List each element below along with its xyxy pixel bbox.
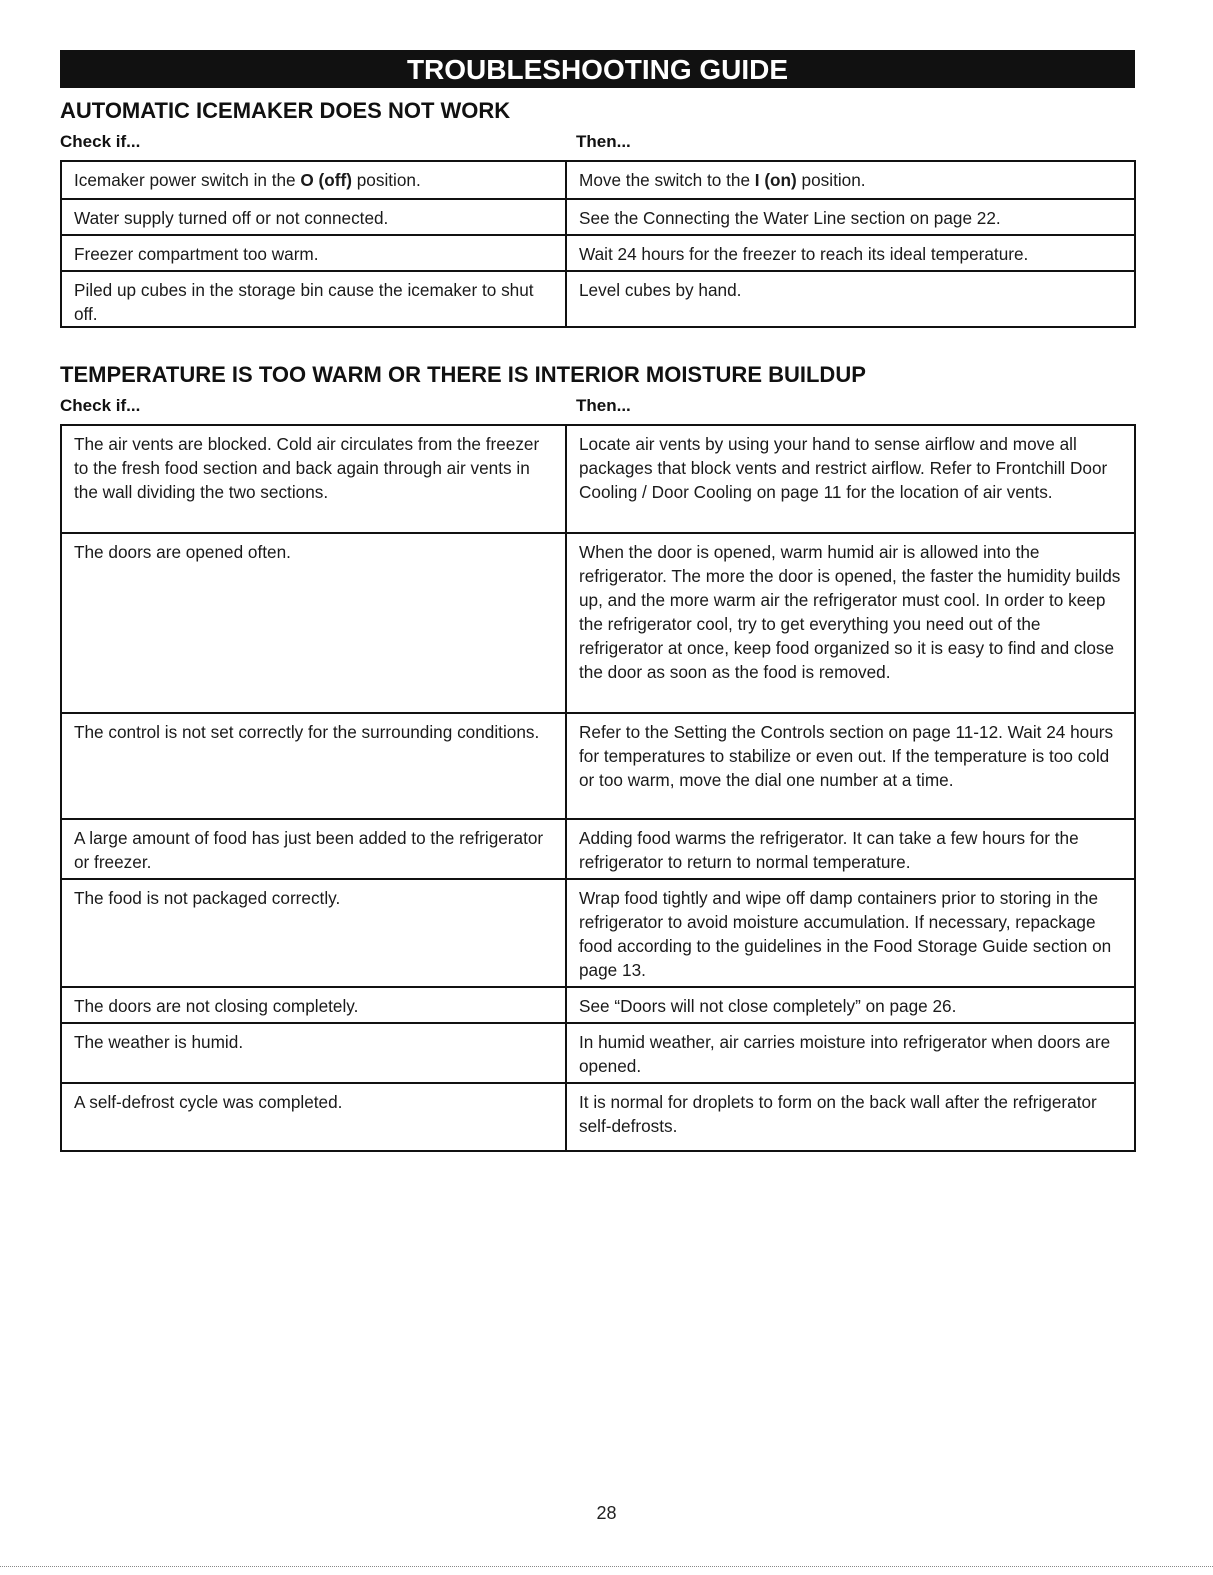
then-cell bbox=[566, 235, 1135, 271]
check-cell bbox=[61, 271, 566, 327]
text-run: Water supply turned off or not connected. bbox=[74, 208, 389, 228]
text-run: Adding food warms the refrigerator. It can take a few hours for the refrigerator to return to normal temperature. bbox=[579, 828, 1079, 872]
text-run: Icemaker power switch in the bbox=[74, 170, 301, 190]
then-column-header: Then... bbox=[576, 396, 631, 415]
then-cell bbox=[566, 271, 1135, 327]
table-row bbox=[61, 271, 1135, 327]
text-run: Wait 24 hours for the freezer to reach its ideal temperature. bbox=[579, 244, 1029, 264]
text-run: The weather is humid. bbox=[74, 1032, 244, 1052]
text-run: Freezer compartment too warm. bbox=[74, 244, 319, 264]
then-cell bbox=[566, 1083, 1135, 1151]
bold-text-run: I (on) bbox=[754, 170, 797, 190]
then-cell bbox=[566, 1023, 1135, 1083]
bold-text-run: O (off) bbox=[300, 170, 352, 190]
table-row bbox=[61, 819, 1135, 879]
check-cell bbox=[61, 161, 566, 199]
check-cell bbox=[61, 1083, 566, 1151]
check-cell bbox=[61, 1023, 566, 1083]
check-cell bbox=[61, 987, 566, 1023]
text-run: Wrap food tightly and wipe off damp containers prior to storing in the refrigerator to avoid moisture accumulation. If necessary, repackage food according to the guidelines in the Food Storage Guide section on page 13. bbox=[579, 888, 1112, 980]
text-run: Locate air vents by using your hand to sense airflow and move all packages that block vents and restrict airflow. Refer to Frontchill Door Cooling / Door Cooling on page 11 for the location of air vents. bbox=[579, 434, 1108, 502]
table-row bbox=[61, 713, 1135, 819]
bottom-divider bbox=[0, 1566, 1213, 1567]
text-run: See the Connecting the Water Line section on page 22. bbox=[579, 208, 1001, 228]
text-run: position. bbox=[351, 170, 421, 190]
text-run: When the door is opened, warm humid air is allowed into the refrigerator. The more the door is opened, the faster the humidity builds up, and the more warm air the refrigerator must cool. In order to keep the refrigerator cool, try to get everything you need out of the refrigerator at once, keep food organized so it is easy to find and close the door as soon as the food is removed. bbox=[579, 542, 1121, 682]
page-number: 28 bbox=[596, 1503, 617, 1523]
table-row bbox=[61, 425, 1135, 533]
text-run: Move the switch to the bbox=[579, 170, 755, 190]
then-cell bbox=[566, 987, 1135, 1023]
then-cell bbox=[566, 533, 1135, 713]
page-banner-title: TROUBLESHOOTING GUIDE bbox=[60, 50, 1135, 88]
table-row bbox=[61, 161, 1135, 199]
text-run: A large amount of food has just been added to the refrigerator or freezer. bbox=[74, 828, 544, 872]
temperature-troubleshooting-table bbox=[60, 424, 1136, 1152]
section-title-icemaker: AUTOMATIC ICEMAKER DOES NOT WORK bbox=[60, 98, 511, 123]
then-cell bbox=[566, 425, 1135, 533]
table-row bbox=[61, 235, 1135, 271]
text-run: See “Doors will not close completely” on page 26. bbox=[579, 996, 957, 1016]
table-row bbox=[61, 879, 1135, 987]
then-cell bbox=[566, 199, 1135, 235]
then-cell bbox=[566, 713, 1135, 819]
section-title-temperature: TEMPERATURE IS TOO WARM OR THERE IS INTERIOR MOISTURE BUILDUP bbox=[60, 362, 866, 387]
text-run: The air vents are blocked. Cold air circulates from the freezer to the fresh food section and back again through air vents in the wall dividing the two sections. bbox=[74, 434, 540, 502]
check-cell bbox=[61, 879, 566, 987]
check-cell bbox=[61, 533, 566, 713]
table-row bbox=[61, 199, 1135, 235]
text-run: The control is not set correctly for the surrounding conditions. bbox=[74, 722, 540, 742]
then-column-header: Then... bbox=[576, 132, 631, 151]
text-run: Piled up cubes in the storage bin cause the icemaker to shut off. bbox=[74, 280, 534, 324]
then-cell bbox=[566, 161, 1135, 199]
then-cell bbox=[566, 879, 1135, 987]
check-cell bbox=[61, 713, 566, 819]
check-column-header: Check if... bbox=[60, 396, 141, 415]
text-run: In humid weather, air carries moisture into refrigerator when doors are opened. bbox=[579, 1032, 1111, 1076]
text-run: It is normal for droplets to form on the back wall after the refrigerator self-defrosts. bbox=[579, 1092, 1097, 1136]
check-column-header: Check if... bbox=[60, 132, 141, 151]
icemaker-troubleshooting-table bbox=[60, 160, 1136, 328]
table-row bbox=[61, 1023, 1135, 1083]
table-row bbox=[61, 1083, 1135, 1151]
check-cell bbox=[61, 819, 566, 879]
table-row bbox=[61, 987, 1135, 1023]
text-run: The doors are not closing completely. bbox=[74, 996, 359, 1016]
check-cell bbox=[61, 425, 566, 533]
table-row bbox=[61, 533, 1135, 713]
check-cell bbox=[61, 199, 566, 235]
text-run: The food is not packaged correctly. bbox=[74, 888, 341, 908]
text-run: The doors are opened often. bbox=[74, 542, 291, 562]
text-run: position. bbox=[796, 170, 866, 190]
text-run: Level cubes by hand. bbox=[579, 280, 742, 300]
text-run: Refer to the Setting the Controls section on page 11-12. Wait 24 hours for temperatures to stabilize or even out. If the temperature is too cold or too warm, move the dial one number at a time. bbox=[579, 722, 1114, 790]
text-run: A self-defrost cycle was completed. bbox=[74, 1092, 343, 1112]
then-cell bbox=[566, 819, 1135, 879]
check-cell bbox=[61, 235, 566, 271]
